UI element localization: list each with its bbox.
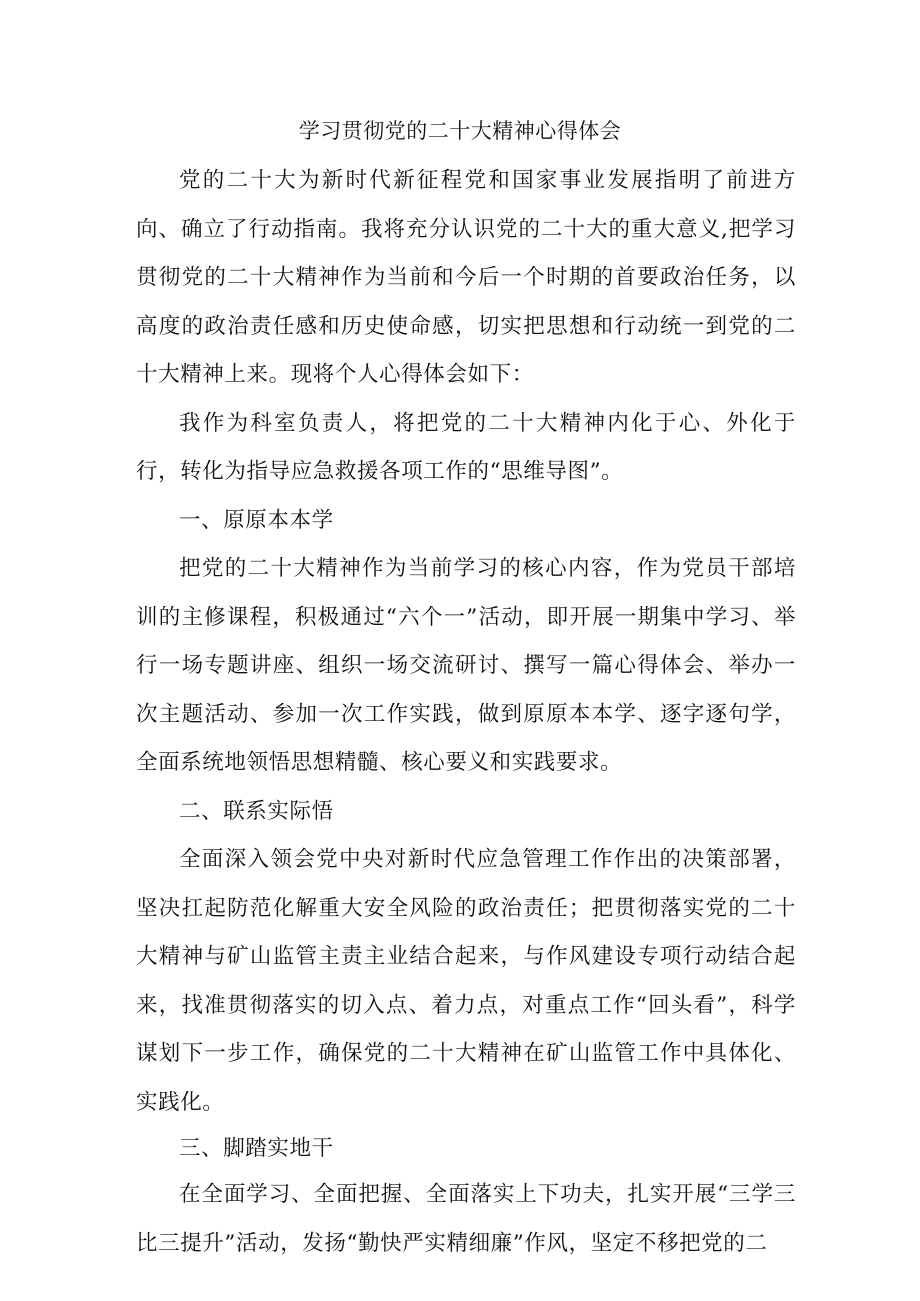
section-heading-2: 二、联系实际悟 [179, 798, 334, 824]
document-title: 学习贯彻党的二十大精神心得体会 [298, 119, 622, 143]
paragraph-section-2: 全面深入领会党中央对新时代应急管理工作作出的决策部署，坚决扛起防范化解重大安全风险的政治责任；把贯彻落实党的二十大精神与矿山监管主责主业结合起来，与作风建设专项行动结合起来，找准贯彻落实的切入点、着力点，对重点工作“回头看”，科学谋划下一步工作，确保党的二十大精神在矿山监管工作中具体化、实践化。 [136, 847, 796, 1115]
paragraph-role: 我作为科室负责人，将把党的二十大精神内化于心、外化于行，转化为指导应急救援各项工作的“思维导图”。 [136, 410, 796, 484]
document-body [136, 157, 796, 1268]
section-heading-3: 三、脚踏实地干 [179, 1136, 334, 1161]
paragraph-section-1: 把党的二十大精神作为当前学习的核心内容，作为党员干部培训的主修课程，积极通过“六个一”活动，即开展一期集中学习、举行一场专题讲座、组织一场交流研讨、撰写一篇心得体会、举办一次主题活动、参加一次工作实践，做到原原本本学、逐字逐句学，全面系统地领悟思想精髓、核心要义和实践要求。 [136, 556, 796, 775]
section-heading-1: 一、原原本本学 [179, 507, 334, 533]
paragraph-intro: 党的二十大为新时代新征程党和国家事业发展指明了前进方向、确立了行动指南。我将充分认识党的二十大的重大意义,把学习贯彻党的二十大精神作为当前和今后一个时期的首要政治任务，以高度的政治责任感和历史使命感，切实把思想和行动统一到党的二十大精神上来。现将个人心得体会如下： [136, 168, 796, 387]
paragraph-section-3: 在全面学习、全面把握、全面落实上下功夫，扎实开展“三学三比三提升”活动，发扬“勤快严实精细廉”作风，坚定不移把党的二 [136, 1182, 796, 1256]
